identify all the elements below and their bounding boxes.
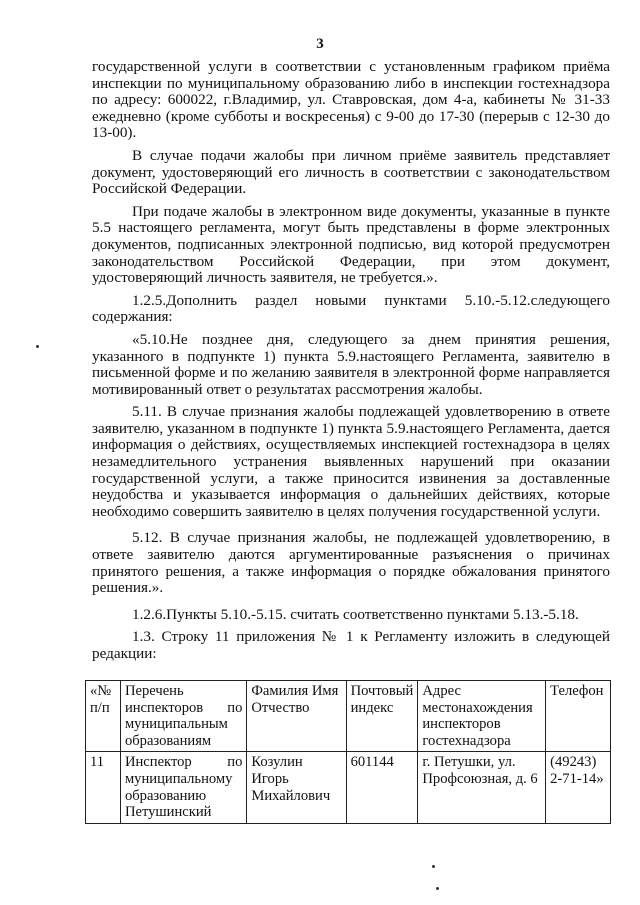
- header-full-name: Фамилия Имя Отчество: [247, 681, 346, 752]
- header-address: Адрес местонахождения инспекторов гостехнадзора: [418, 681, 546, 752]
- cell-postal-index: 601144: [346, 752, 418, 823]
- header-inspectors-list: [120, 681, 246, 752]
- paragraph-schedule-address: государственной услуги в соответствии с установленным графиком приёма инспекции по муниципальному образованию либо в инспекции гостехнадзора по адресу: 600022, г.Владимир, ул. Ставровская, дом 4-а, кабинеты № 31-33 ежедневно (кроме субботы и воскресенья) с 9-00 до 17-30 (перерыв с 12-30 до 13-00).: [92, 58, 610, 142]
- paragraph-amendment-1-3: 1.3. Строку 11 приложения № 1 к Регламенту изложить в следующей редакции:: [92, 628, 610, 662]
- inspectors-table: [85, 680, 611, 824]
- cell-address: г. Петушки, ул. Профсоюзная, д. 6: [418, 752, 546, 823]
- scan-speck: [36, 345, 39, 348]
- cell-phone: (49243) 2-71-14»: [546, 752, 611, 823]
- cell-inspectors-list: [120, 752, 246, 823]
- scan-speck: [436, 887, 439, 890]
- document-body: [92, 59, 610, 669]
- page-number: 3: [316, 36, 324, 52]
- header-number: «№ п/п: [86, 681, 121, 752]
- paragraph-clause-5-10: «5.10.Не позднее дня, следующего за днем принятия решения, указанного в подпункте 1) пункта 5.9.настоящего Регламента, заявителю в письменной форме и по желанию заявителя в электронной форме направляется мотивированный ответ о результатах рассмотрения жалобы.: [92, 330, 610, 398]
- paragraph-clause-5-11: 5.11. В случае признания жалобы подлежащей удовлетворению в ответе заявителю, указанном в подпункте 1) пункта 5.9.настоящего Регламента, дается информация о действиях, осуществляемых инспекцией гостехнадзора в целях незамедлительного устранения выявленных нарушений при оказании государственной услуги, а также приносится извинения за доставленные неудобства и указывается информация о дальнейших действиях, которые необходимо совершить заявителю в целях получения государственной услуги.: [92, 403, 610, 520]
- paragraph-electronic-complaint: При подаче жалобы в электронном виде документы, указанные в пункте 5.5 настоящего регламента, могут быть представлены в форме электронных документов, подписанных электронной подписью, вид которой предусмотрен законодательством Российской Федерации, при этом документ, удостоверяющий личность заявителя, не требуется.».: [92, 202, 610, 287]
- table-row: [86, 752, 611, 823]
- scan-speck: [432, 865, 435, 868]
- table-header-row: [86, 681, 611, 752]
- header-inspectors-list-text: Перечень инспекторов по муниципальным образованиям: [124, 683, 243, 749]
- paragraph-clause-5-12: 5.12. В случае признания жалобы, не подлежащей удовлетворению, в ответе заявителю даются аргументированные разъяснения о причинах принятого решения, а также информация о порядке обжалования принятого решения.».: [92, 529, 610, 597]
- paragraph-amendment-1-2-5: 1.2.5.Дополнить раздел новыми пунктами 5.10.-5.12.следующего содержания:: [92, 291, 610, 326]
- cell-full-name: Козулин Игорь Михайлович: [247, 752, 346, 823]
- paragraph-amendment-1-2-6: 1.2.6.Пункты 5.10.-5.15. считать соответственно пунктами 5.13.-5.18.: [132, 605, 579, 623]
- cell-number: 11: [86, 752, 121, 823]
- paragraph-personal-complaint: В случае подачи жалобы при личном приёме заявитель представляет документ, удостоверяющий его личность в соответствии с законодательством Российской Федерации.: [92, 146, 610, 198]
- header-phone: Телефон: [546, 681, 611, 752]
- cell-inspectors-list-text: Инспектор по муниципальному образованию Петушинский: [124, 754, 243, 821]
- header-postal-index: Почтовый индекс: [346, 681, 418, 752]
